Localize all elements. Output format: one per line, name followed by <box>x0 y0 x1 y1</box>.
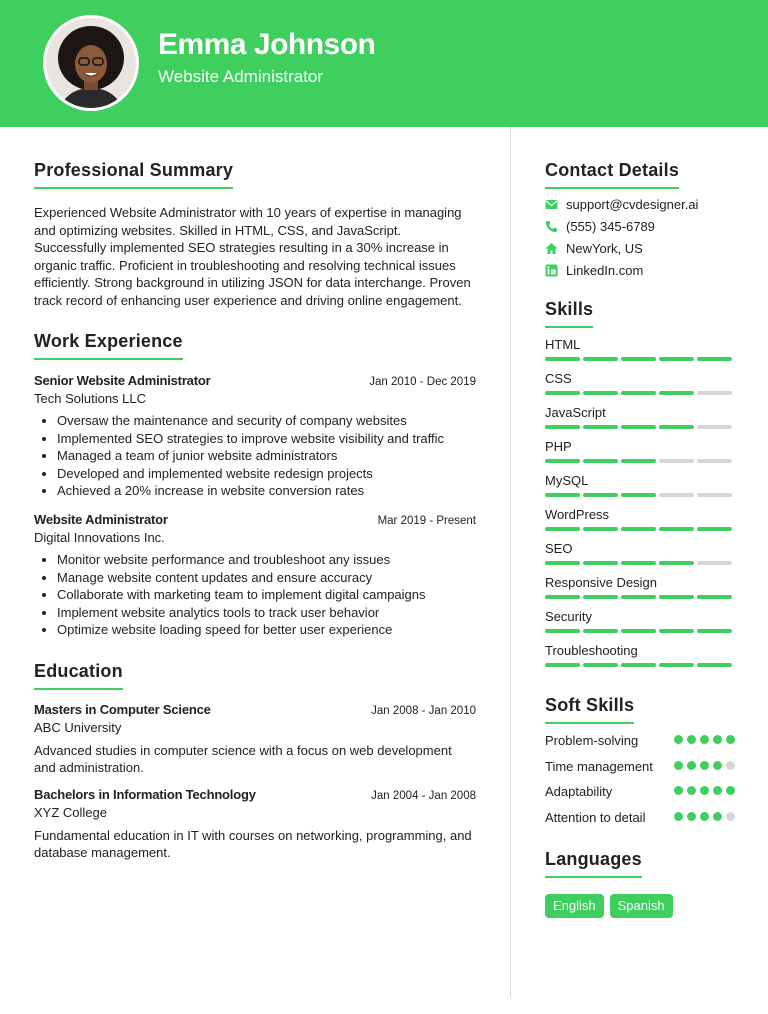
skill-level-segment <box>583 561 618 565</box>
language-tags <box>545 894 735 918</box>
skill-level-segment <box>545 357 580 361</box>
education-entry <box>34 787 476 862</box>
section-title: Contact Details <box>545 160 679 189</box>
header-banner <box>0 0 768 127</box>
side-column <box>545 160 735 918</box>
skill-level-segment <box>545 663 580 667</box>
language-tag: Spanish <box>610 894 673 918</box>
skill-name: HTML <box>545 337 581 352</box>
rating-dot <box>687 812 696 821</box>
skill-name: Security <box>545 609 592 624</box>
skill-level-segment <box>621 595 656 599</box>
rating-dot <box>726 761 735 770</box>
skill-name: CSS <box>545 371 572 386</box>
skill-item <box>545 643 735 667</box>
rating-dot <box>713 761 722 770</box>
skill-name: SEO <box>545 541 573 556</box>
contact-section <box>545 160 735 278</box>
school-name: ABC University <box>34 719 122 735</box>
skill-level-segment <box>697 561 732 565</box>
section-title: Education <box>34 661 123 690</box>
summary-text: Experienced Website Administrator with 10 years of expertise in managing and optimizing websites. Skilled in HTML, CSS, and JavaScript. Successfully implemented SEO strategies resulting in a 30% increase in organic traffic. Proficient in troubleshooting and resolving technical issues efficiently. Strong background in utilizing JSON for data interchange. Proven track record of enhancing user experience and driving online engagement. <box>34 205 471 308</box>
skill-item <box>545 609 735 633</box>
soft-skills-section <box>545 695 735 826</box>
list-item: • Achieved a 20% increase in website conversion rates <box>57 482 476 500</box>
skill-name: Troubleshooting <box>545 643 638 658</box>
candidate-role: Website Administrator <box>158 67 324 86</box>
job-dates: Jan 2010 - Dec 2019 <box>369 376 476 388</box>
degree-title: Bachelors in Information Technology <box>34 786 256 802</box>
education-dates: Jan 2008 - Jan 2010 <box>371 704 476 717</box>
skill-level-segment <box>697 595 732 599</box>
skill-level-segment <box>659 357 694 361</box>
skill-level-bar <box>545 561 735 565</box>
rating-dot <box>726 786 735 795</box>
education-section <box>34 661 476 862</box>
skill-level-bar <box>545 527 735 531</box>
profile-photo <box>46 18 136 108</box>
soft-skill-name: Adaptability <box>545 784 613 799</box>
skill-level-bar <box>545 493 735 497</box>
phone-icon <box>545 220 558 233</box>
contact-location-text: NewYork, US <box>566 241 643 256</box>
skill-level-segment <box>583 459 618 463</box>
contact-email-text: support@cvdesigner.ai <box>566 197 699 212</box>
email-icon <box>545 198 558 211</box>
skill-level-segment <box>545 629 580 633</box>
language-tag: English <box>545 894 604 918</box>
skill-item <box>545 507 735 531</box>
experience-section <box>34 331 476 639</box>
skill-level-segment <box>659 629 694 633</box>
skill-level-segment <box>659 425 694 429</box>
job-company: Digital Innovations Inc. <box>34 529 165 545</box>
skill-level-segment <box>545 527 580 531</box>
column-divider <box>510 127 511 997</box>
skill-level-segment <box>659 561 694 565</box>
main-column <box>34 160 476 862</box>
list-item: • Implement website analytics tools to track user behavior <box>57 604 476 622</box>
skill-level-segment <box>659 459 694 463</box>
skills-section <box>545 299 735 667</box>
job-title: Website Administrator <box>34 511 168 527</box>
rating-dot <box>700 812 709 821</box>
skill-level-segment <box>659 527 694 531</box>
skill-level-segment <box>659 663 694 667</box>
avatar <box>43 15 139 111</box>
skill-level-bar <box>545 425 735 429</box>
skill-level-segment <box>697 425 732 429</box>
skill-level-segment <box>545 493 580 497</box>
soft-skill-rating <box>674 812 735 827</box>
soft-skill-item <box>545 732 735 750</box>
skill-level-segment <box>545 425 580 429</box>
job-bullets <box>34 551 476 639</box>
list-item: • Developed and implemented website redesign projects <box>57 465 476 483</box>
skill-level-segment <box>583 629 618 633</box>
list-item: • Monitor website performance and troubleshoot any issues <box>57 551 476 569</box>
soft-skill-name: Time management <box>545 758 653 774</box>
skill-level-bar <box>545 459 735 463</box>
list-item: • Manage website content updates and ensure accuracy <box>57 569 476 587</box>
rating-dot <box>687 761 696 770</box>
rating-dot <box>674 786 683 795</box>
skill-level-segment <box>659 391 694 395</box>
education-description: Advanced studies in computer science with a focus on web development and administration. <box>34 742 452 776</box>
soft-skill-rating <box>674 735 735 750</box>
skill-name: JavaScript <box>545 405 606 420</box>
skill-level-segment <box>697 663 732 667</box>
list-item: • Oversaw the maintenance and security of company websites <box>57 412 476 430</box>
home-icon <box>545 242 558 255</box>
skill-level-segment <box>621 493 656 497</box>
rating-dot <box>713 812 722 821</box>
list-item: • Managed a team of junior website administrators <box>57 447 476 465</box>
linkedin-icon <box>545 264 558 277</box>
skill-item <box>545 405 735 429</box>
skill-level-segment <box>697 357 732 361</box>
skill-level-segment <box>697 459 732 463</box>
rating-dot <box>674 735 683 744</box>
job-bullets <box>34 412 476 500</box>
skill-name: MySQL <box>545 473 589 488</box>
skills-list <box>545 337 735 667</box>
job-company: Tech Solutions LLC <box>34 391 147 406</box>
rating-dot <box>687 735 696 744</box>
skill-level-segment <box>583 357 618 361</box>
contact-email[interactable] <box>545 197 735 212</box>
rating-dot <box>674 761 683 770</box>
skill-item <box>545 541 735 565</box>
skill-level-bar <box>545 357 735 361</box>
soft-skill-name: Attention to detail <box>545 809 646 825</box>
section-title: Skills <box>545 299 593 328</box>
skill-level-bar <box>545 629 735 633</box>
education-dates: Jan 2004 - Jan 2008 <box>371 789 476 802</box>
skill-level-segment <box>583 391 618 395</box>
skill-level-segment <box>659 493 694 497</box>
skill-level-segment <box>621 425 656 429</box>
skill-level-segment <box>545 595 580 599</box>
skill-level-segment <box>697 527 732 531</box>
list-item: • Optimize website loading speed for better user experience <box>57 621 476 639</box>
soft-skill-rating <box>674 761 735 776</box>
rating-dot <box>700 735 709 744</box>
rating-dot <box>713 786 722 795</box>
skill-level-segment <box>621 663 656 667</box>
skill-level-segment <box>621 391 656 395</box>
skill-level-segment <box>659 595 694 599</box>
soft-skills-list <box>545 732 735 826</box>
skill-level-segment <box>697 493 732 497</box>
skill-item <box>545 473 735 497</box>
skill-level-segment <box>583 425 618 429</box>
section-title: Work Experience <box>34 331 183 360</box>
skill-level-segment <box>583 493 618 497</box>
list-item: • Implemented SEO strategies to improve website visibility and traffic <box>57 430 476 448</box>
rating-dot <box>726 735 735 744</box>
rating-dot <box>700 786 709 795</box>
skill-item <box>545 371 735 395</box>
school-name: XYZ College <box>34 804 107 820</box>
skill-item <box>545 439 735 463</box>
job-dates: Mar 2019 - Present <box>377 514 476 527</box>
contact-linkedin-text: LinkedIn.com <box>566 263 644 278</box>
contact-phone-text: (555) 345-6789 <box>566 219 655 234</box>
summary-section <box>34 160 476 309</box>
contact-linkedin[interactable] <box>545 263 735 278</box>
skill-name: PHP <box>545 439 572 454</box>
skill-level-segment <box>621 459 656 463</box>
section-title: Soft Skills <box>545 695 634 724</box>
rating-dot <box>687 786 696 795</box>
skill-level-segment <box>545 459 580 463</box>
skill-item <box>545 575 735 599</box>
skill-level-segment <box>697 391 732 395</box>
job-entry <box>34 373 476 500</box>
education-description: Fundamental education in IT with courses on networking, programming, and database management. <box>34 827 472 861</box>
skill-level-segment <box>697 629 732 633</box>
job-title: Senior Website Administrator <box>34 373 211 388</box>
soft-skill-item <box>545 809 735 827</box>
contact-location <box>545 241 735 256</box>
degree-title: Masters in Computer Science <box>34 701 211 717</box>
soft-skill-item <box>545 758 735 776</box>
list-item: • Collaborate with marketing team to implement digital campaigns <box>57 586 476 604</box>
section-title: Languages <box>545 849 642 878</box>
soft-skill-item <box>545 783 735 801</box>
rating-dot <box>700 761 709 770</box>
skill-level-segment <box>545 561 580 565</box>
section-title: Professional Summary <box>34 160 233 189</box>
skill-level-segment <box>621 357 656 361</box>
rating-dot <box>713 735 722 744</box>
skill-level-segment <box>583 663 618 667</box>
skill-level-segment <box>583 595 618 599</box>
soft-skill-rating <box>674 786 735 801</box>
skill-item <box>545 337 735 361</box>
skill-level-segment <box>621 527 656 531</box>
languages-section <box>545 849 735 918</box>
candidate-name: Emma Johnson <box>158 28 376 61</box>
skill-name: Responsive Design <box>545 575 658 590</box>
skill-level-bar <box>545 391 735 395</box>
education-entry <box>34 702 476 777</box>
skill-name: WordPress <box>545 507 610 522</box>
soft-skill-name: Problem-solving <box>545 733 639 748</box>
skill-level-segment <box>545 391 580 395</box>
skill-level-bar <box>545 595 735 599</box>
rating-dot <box>726 812 735 821</box>
skill-level-segment <box>621 629 656 633</box>
skill-level-segment <box>583 527 618 531</box>
skill-level-segment <box>621 561 656 565</box>
contact-phone[interactable] <box>545 219 735 234</box>
skill-level-bar <box>545 663 735 667</box>
rating-dot <box>674 812 683 821</box>
job-entry <box>34 512 476 639</box>
